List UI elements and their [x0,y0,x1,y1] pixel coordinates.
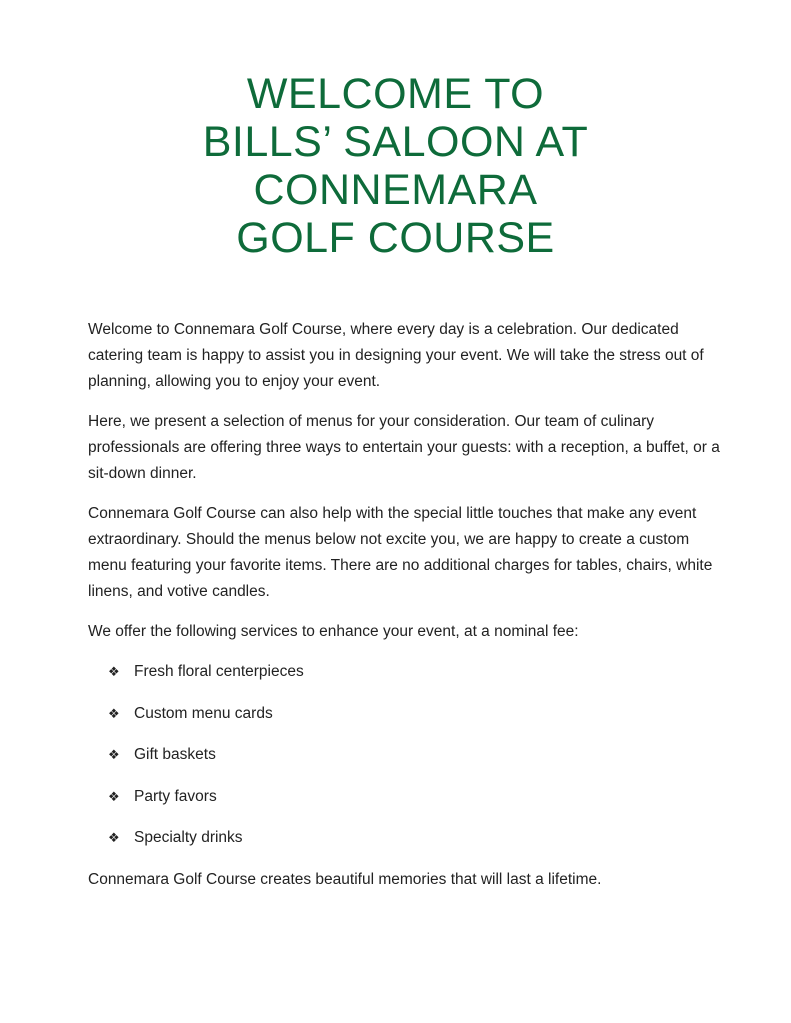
list-item [108,825,728,851]
closing-paragraph: Connemara Golf Course creates beautiful memories that will last a lifetime. [88,870,602,888]
title-line-2: BILLS’ SALOON AT [202,118,589,166]
diamond-bullet-icon: ❖ [108,830,120,845]
service-label: Specialty drinks [134,829,243,846]
services-list [88,659,728,851]
service-label: Party favors [134,787,217,805]
list-item [108,701,728,727]
list-item [108,659,728,685]
services-intro-paragraph: We offer the following services to enhance your event, at a nominal fee: [88,623,579,640]
diamond-bullet-icon: ❖ [108,788,120,804]
diamond-bullet-icon: ❖ [108,664,120,679]
service-label: Fresh floral centerpieces [134,663,304,680]
page-title [0,70,791,262]
title-line-1: WELCOME TO [246,70,545,118]
diamond-bullet-icon: ❖ [108,747,120,762]
document-body [88,317,728,907]
list-item [108,784,728,810]
service-label: Custom menu cards [134,704,273,722]
diamond-bullet-icon: ❖ [108,705,120,721]
title-line-3: CONNEMARA [253,166,538,214]
title-line-4: GOLF COURSE [236,214,555,262]
list-item [108,742,728,768]
service-label: Gift baskets [134,746,216,763]
special-touches-paragraph: Connemara Golf Course can also help with the special little touches that make any event extraordinary. Should the menus below not excite you, we are happy to create a custom menu featuring your favorite items. There are no additional charges for tables, chairs, white linens, and votive candles. [88,505,713,600]
intro-paragraph: Welcome to Connemara Golf Course, where every day is a celebration. Our dedicated catering team is happy to assist you in designing your event. We will take the stress out of planning, allowing you to enjoy your event. [88,321,704,390]
menus-paragraph: Here, we present a selection of menus for your consideration. Our team of culinary professionals are offering three ways to entertain your guests: with a reception, a buffet, or a sit-down dinner. [88,413,720,482]
